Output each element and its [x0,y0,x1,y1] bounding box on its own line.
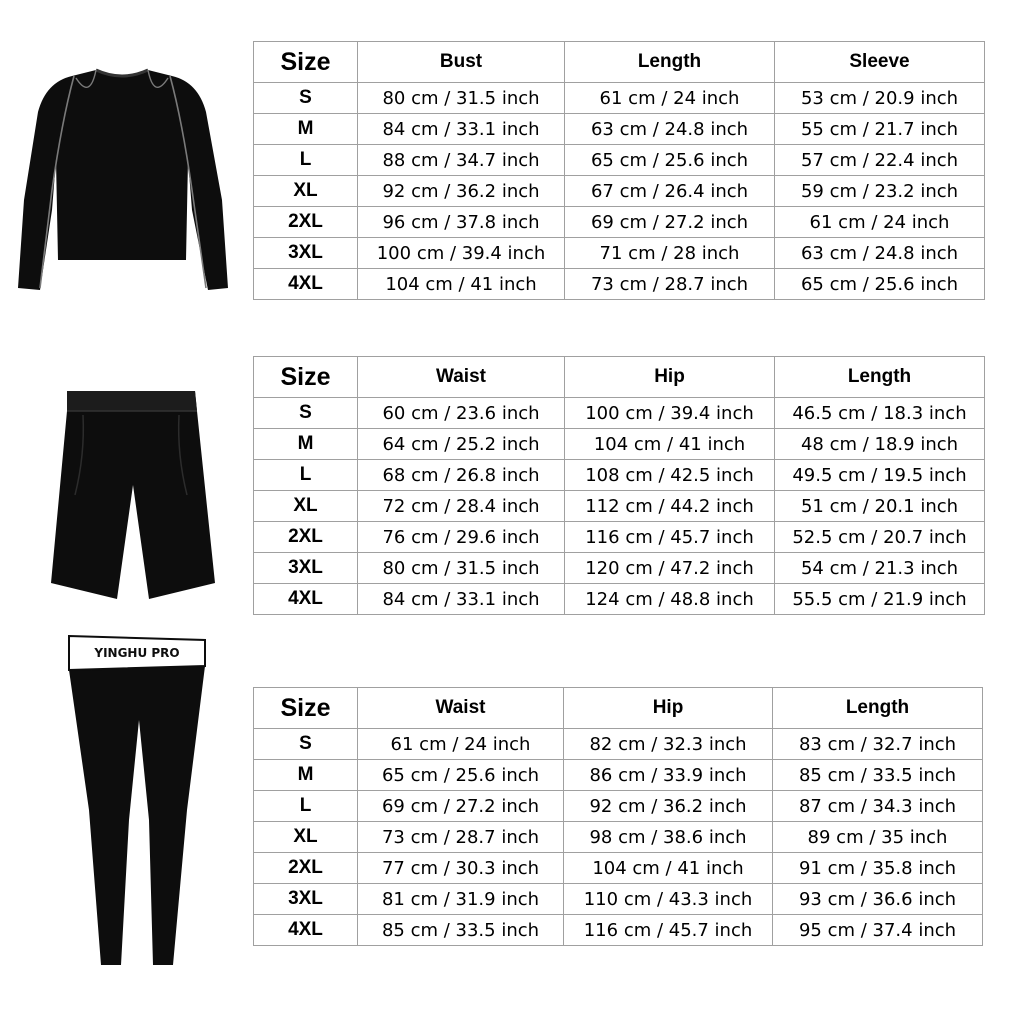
waist-column-header: Waist [358,688,564,729]
sleeve-column-header: Sleeve [775,42,985,83]
table-cell: 57 cm / 22.4 inch [775,145,985,176]
tights-size-table [253,687,983,946]
table-cell: 85 cm / 33.5 inch [773,760,983,791]
table-row [254,398,985,429]
size-cell: 4XL [254,269,358,300]
table-cell: 48 cm / 18.9 inch [775,429,985,460]
table-cell: 86 cm / 33.9 inch [564,760,773,791]
size-cell: S [254,729,358,760]
table-cell: 80 cm / 31.5 inch [358,553,565,584]
hip-column-header: Hip [564,688,773,729]
table-cell: 53 cm / 20.9 inch [775,83,985,114]
table-cell: 65 cm / 25.6 inch [565,145,775,176]
table-cell: 69 cm / 27.2 inch [358,791,564,822]
table-cell: 49.5 cm / 19.5 inch [775,460,985,491]
table-cell: 100 cm / 39.4 inch [358,238,565,269]
size-cell: XL [254,176,358,207]
table-cell: 80 cm / 31.5 inch [358,83,565,114]
table-row [254,522,985,553]
size-cell: 2XL [254,522,358,553]
length-column-header: Length [775,357,985,398]
table-cell: 63 cm / 24.8 inch [775,238,985,269]
long-sleeve-shirt-image [10,60,235,295]
table-cell: 91 cm / 35.8 inch [773,853,983,884]
table-cell: 67 cm / 26.4 inch [565,176,775,207]
table-cell: 55.5 cm / 21.9 inch [775,584,985,615]
table-cell: 73 cm / 28.7 inch [358,822,564,853]
table-row [254,822,983,853]
size-column-header: Size [254,688,358,729]
size-cell: XL [254,822,358,853]
table-cell: 92 cm / 36.2 inch [564,791,773,822]
table-cell: 61 cm / 24 inch [358,729,564,760]
table-row [254,491,985,522]
size-cell: M [254,114,358,145]
table-cell: 76 cm / 29.6 inch [358,522,565,553]
table-cell: 61 cm / 24 inch [775,207,985,238]
table-row [254,269,985,300]
size-column-header: Size [254,42,358,83]
table-cell: 100 cm / 39.4 inch [565,398,775,429]
table-header-row [254,42,985,83]
size-cell: 2XL [254,207,358,238]
table-cell: 46.5 cm / 18.3 inch [775,398,985,429]
table-cell: 68 cm / 26.8 inch [358,460,565,491]
table-cell: 104 cm / 41 inch [358,269,565,300]
table-cell: 60 cm / 23.6 inch [358,398,565,429]
table-row [254,915,983,946]
table-cell: 116 cm / 45.7 inch [565,522,775,553]
table-cell: 61 cm / 24 inch [565,83,775,114]
hip-column-header: Hip [565,357,775,398]
table-cell: 81 cm / 31.9 inch [358,884,564,915]
table-cell: 52.5 cm / 20.7 inch [775,522,985,553]
table-row [254,791,983,822]
table-row [254,429,985,460]
bust-column-header: Bust [358,42,565,83]
table-cell: 110 cm / 43.3 inch [564,884,773,915]
table-cell: 73 cm / 28.7 inch [565,269,775,300]
size-cell: L [254,460,358,491]
table-cell: 87 cm / 34.3 inch [773,791,983,822]
table-cell: 65 cm / 25.6 inch [358,760,564,791]
table-cell: 112 cm / 44.2 inch [565,491,775,522]
table-cell: 72 cm / 28.4 inch [358,491,565,522]
size-cell: M [254,429,358,460]
table-cell: 116 cm / 45.7 inch [564,915,773,946]
table-cell: 63 cm / 24.8 inch [565,114,775,145]
shorts-size-table [253,356,985,615]
table-cell: 96 cm / 37.8 inch [358,207,565,238]
table-cell: 54 cm / 21.3 inch [775,553,985,584]
table-cell: 92 cm / 36.2 inch [358,176,565,207]
length-column-header: Length [773,688,983,729]
size-cell: 3XL [254,884,358,915]
table-cell: 98 cm / 38.6 inch [564,822,773,853]
size-cell: M [254,760,358,791]
table-cell: 55 cm / 21.7 inch [775,114,985,145]
table-row [254,760,983,791]
size-cell: 4XL [254,915,358,946]
table-row [254,460,985,491]
table-header-row [254,357,985,398]
table-row [254,114,985,145]
table-cell: 77 cm / 30.3 inch [358,853,564,884]
table-cell: 71 cm / 28 inch [565,238,775,269]
table-row [254,553,985,584]
size-cell: 4XL [254,584,358,615]
table-row [254,238,985,269]
shorts-image [45,385,220,605]
size-cell: S [254,398,358,429]
table-row [254,145,985,176]
table-cell: 104 cm / 41 inch [564,853,773,884]
tights-waistband-label: YINGHU PRO [94,646,180,660]
table-cell: 69 cm / 27.2 inch [565,207,775,238]
table-cell: 83 cm / 32.7 inch [773,729,983,760]
table-cell: 120 cm / 47.2 inch [565,553,775,584]
table-cell: 85 cm / 33.5 inch [358,915,564,946]
table-row [254,83,985,114]
table-cell: 59 cm / 23.2 inch [775,176,985,207]
size-cell: 2XL [254,853,358,884]
table-header-row [254,688,983,729]
table-cell: 88 cm / 34.7 inch [358,145,565,176]
size-cell: 3XL [254,553,358,584]
table-cell: 51 cm / 20.1 inch [775,491,985,522]
table-cell: 84 cm / 33.1 inch [358,584,565,615]
table-cell: 124 cm / 48.8 inch [565,584,775,615]
table-row [254,853,983,884]
length-column-header: Length [565,42,775,83]
table-cell: 108 cm / 42.5 inch [565,460,775,491]
table-cell: 93 cm / 36.6 inch [773,884,983,915]
shirt-size-table [253,41,985,300]
table-cell: 104 cm / 41 inch [565,429,775,460]
size-cell: 3XL [254,238,358,269]
tights-image [55,630,225,975]
size-cell: XL [254,491,358,522]
table-cell: 82 cm / 32.3 inch [564,729,773,760]
table-cell: 89 cm / 35 inch [773,822,983,853]
table-row [254,176,985,207]
table-row [254,207,985,238]
size-column-header: Size [254,357,358,398]
size-cell: L [254,791,358,822]
table-cell: 84 cm / 33.1 inch [358,114,565,145]
table-row [254,729,983,760]
table-cell: 64 cm / 25.2 inch [358,429,565,460]
size-cell: S [254,83,358,114]
table-row [254,584,985,615]
size-cell: L [254,145,358,176]
table-row [254,884,983,915]
table-cell: 95 cm / 37.4 inch [773,915,983,946]
waist-column-header: Waist [358,357,565,398]
table-cell: 65 cm / 25.6 inch [775,269,985,300]
